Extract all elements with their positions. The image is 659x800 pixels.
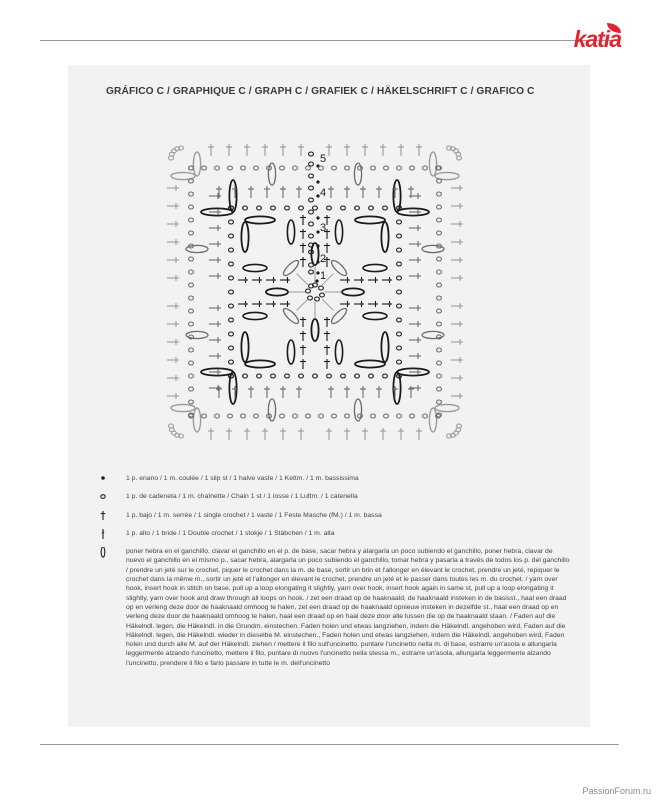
- single-crochet: [376, 386, 382, 398]
- chain-stitch: [341, 206, 346, 210]
- chain-stitch: [189, 218, 194, 222]
- single-crochet: [264, 186, 270, 198]
- chain-stitch: [254, 414, 259, 418]
- chain-stitch: [229, 304, 234, 308]
- single-crochet: [209, 321, 221, 327]
- single-crochet: [324, 331, 330, 341]
- elongated-loop: [335, 220, 342, 244]
- single-crochet: [376, 186, 382, 198]
- watermark: PassionForum.ru: [582, 786, 651, 796]
- elongated-loop: [245, 216, 275, 223]
- chain-stitch: [309, 222, 314, 226]
- single-crochet: [368, 301, 378, 307]
- single-crochet-icon: [100, 511, 114, 525]
- chain-stitch: [309, 270, 314, 274]
- elongated-loop-icon: [100, 547, 114, 561]
- single-crochet: [409, 273, 421, 279]
- single-crochet: [167, 357, 179, 363]
- single-crochet: [398, 144, 404, 156]
- chain-stitch: [293, 414, 298, 418]
- chain-stitch: [423, 166, 428, 170]
- single-crochet: [451, 393, 463, 399]
- elongated-loop: [335, 340, 342, 364]
- chain-stitch: [397, 166, 402, 170]
- single-crochet: [328, 186, 334, 198]
- single-crochet: [451, 357, 463, 363]
- brand-logo: [537, 23, 621, 53]
- chain-stitch: [285, 374, 290, 378]
- legend-text: 1 p. bajo / 1 m. serrée / 1 single crochet / 1 vaste / 1 Feste Masche (fM.) / 1 m. bassa: [126, 511, 382, 519]
- chain-stitch: [397, 304, 402, 308]
- single-crochet: [340, 301, 350, 307]
- chain-stitch: [437, 387, 442, 391]
- chain-stitch: [306, 166, 311, 170]
- single-crochet: [354, 277, 364, 283]
- single-crochet: [296, 386, 302, 398]
- legend-item-single-crochet: [100, 511, 570, 520]
- single-crochet: [262, 144, 268, 156]
- chain-stitch: [189, 205, 194, 209]
- chain-stitch: [437, 361, 442, 365]
- single-crochet: [226, 428, 232, 440]
- elongated-loop: [355, 360, 385, 367]
- single-crochet: [409, 209, 421, 215]
- legend-item-chain: [100, 492, 570, 501]
- chain-stitch: [437, 400, 442, 404]
- single-crochet: [280, 186, 286, 198]
- chain-stitch: [397, 360, 402, 364]
- single-crochet: [416, 144, 422, 156]
- chain-stitch: [189, 322, 194, 326]
- chain-stitch: [320, 293, 325, 297]
- single-crochet: [300, 359, 306, 369]
- single-crochet: [167, 257, 179, 263]
- elongated-loop: [245, 360, 275, 367]
- single-crochet: [208, 144, 214, 156]
- legend-text: poner hebra en el ganchillo, clavar el ganchillo en el p. de base, sacar hebra y alargarla un poco subiendo el ganchillo, poner hebra, clavar de nuevo el ganchillo en el mismo p., sacar hebra, alargarla un poco subiendo el ganchillo, tomar hebra y pasarla a través de todos los p. del ganchillo / prendre un jeté sur le crochet, piquer le crochet dans la m. de base, sortir un brin et l'allonger en élevant le crochet, prendre un jeté, repiquer le crochet dans la même m., sortir un jeté et l'allonger en élevant le crochet, prendre un jeté et le passer dans toutes les m. du crochet. / yarn over hook, insert hook in stitch on base, pull up a loop elongating it slightly, yarn over hook, insert hook again in same st, pull up a loop elongating it slightly, yarn over hook and draw through all loops on hook. / zet een draad op de haaknaald, de haaknaald insteken in de basisst., haal een draad op en verleng deze door de haaknaald omhoog te halen, zet een draad op de haaknaald opnieuw insteken in dezelfde st., haal een draad op en verleng deze door de haaknaald omhoog te halen, haal een draad op en haal deze door alle lussen die op de haaknaald staan. / Faden auf die Häkelndl. legen, die Häkelndl. in die Grundm. einstechen. Faden holen und etwas langziehen, indem die Häkelndl. angehoben wird, Faden auf die Häkelndl. legen, die Häkelndl. wieder in dieselbe M. einstechen., Faden holen und etwas langziehen, indem die Häkelndl. angehoben wird, Faden holen und durch alle M. auf der Häkelndl. ziehen / mettere il filo sull'uncinetto, puntare l'uncinetto nella m. di base, estrarre un'asola e allungarla leggermente alzando l'uncinetto, mettere il filo, puntare di nuovo l'uncinetto nella stessa m., estrarre un'asola, allungarla leggermente alzando l'uncinetto, prendere il filo e farlo passare in tutte le m. dell'uncinetto: [126, 548, 570, 667]
- chain-stitch: [319, 286, 324, 290]
- single-crochet: [280, 386, 286, 398]
- single-crochet: [280, 277, 290, 283]
- single-crochet: [167, 321, 179, 327]
- chain-stitch: [241, 166, 246, 170]
- single-crochet: [252, 277, 262, 283]
- chain-stitch: [293, 166, 298, 170]
- elongated-loop: [355, 216, 385, 223]
- single-crochet: [300, 243, 306, 253]
- chain-stitch: [437, 309, 442, 313]
- elongated-loop: [429, 152, 436, 176]
- chain-stitch: [319, 166, 324, 170]
- single-crochet: [380, 428, 386, 440]
- chain-stitch: [229, 248, 234, 252]
- single-crochet: [409, 257, 421, 263]
- single-crochet: [451, 275, 463, 281]
- single-crochet: [266, 277, 276, 283]
- single-crochet: [354, 301, 364, 307]
- chain-stitch: [313, 206, 318, 210]
- single-crochet: [167, 339, 179, 345]
- chain-stitch: [437, 218, 442, 222]
- single-crochet: [409, 305, 421, 311]
- chain-stitch: [332, 166, 337, 170]
- single-crochet: [244, 144, 250, 156]
- single-crochet: [298, 428, 304, 440]
- single-crochet: [298, 144, 304, 156]
- chain-stitch: [202, 166, 207, 170]
- page-title: GRÁFICO C / GRAPHIQUE C / GRAPH C / GRAFIEK C / HÄKELSCHRIFT C / GRAFICO C: [106, 86, 535, 97]
- elongated-loop: [311, 319, 318, 341]
- legend-item-slip-stitch: [100, 474, 570, 483]
- elongated-loop: [193, 408, 200, 432]
- chain-stitch: [437, 348, 442, 352]
- elongated-loop: [241, 332, 248, 362]
- chain-stitch: [397, 234, 402, 238]
- single-crochet: [344, 428, 350, 440]
- chain-stitch: [306, 414, 311, 418]
- chain-stitch: [397, 248, 402, 252]
- single-crochet: [300, 317, 306, 327]
- chain-stitch: [371, 414, 376, 418]
- single-crochet: [209, 305, 221, 311]
- single-crochet: [167, 375, 179, 381]
- single-crochet: [451, 203, 463, 209]
- chain-stitch: [313, 374, 318, 378]
- single-crochet: [416, 428, 422, 440]
- legend-text: 1 p. de cadeneta / 1 m. chaînette / Chain 1 st / 1 losse / 1 Luftm. / 1 catenella: [126, 493, 358, 501]
- slip-stitch: [316, 180, 319, 183]
- chain-stitch: [189, 192, 194, 196]
- chain-stitch: [280, 166, 285, 170]
- single-crochet: [300, 229, 306, 239]
- single-crochet: [451, 339, 463, 345]
- single-crochet: [324, 345, 330, 355]
- chain-stitch: [189, 257, 194, 261]
- single-crochet: [409, 225, 421, 231]
- elongated-loop: [422, 245, 444, 252]
- chain-stitch: [309, 234, 314, 238]
- elongated-loop: [363, 264, 387, 271]
- chain-stitch: [306, 289, 311, 293]
- elongated-loop: [381, 332, 388, 362]
- single-crochet: [451, 257, 463, 263]
- single-crochet: [248, 386, 254, 398]
- chain-stitch: [345, 166, 350, 170]
- chain-stitch: [397, 332, 402, 336]
- chain-stitch: [309, 198, 314, 202]
- chain-stitch: [229, 290, 234, 294]
- single-crochet: [324, 317, 330, 327]
- single-crochet: [382, 277, 392, 283]
- single-crochet: [238, 277, 248, 283]
- single-crochet: [326, 144, 332, 156]
- chain-stitch: [202, 414, 207, 418]
- slip-stitch: [315, 279, 318, 282]
- connector-line: [322, 299, 333, 310]
- chain-stitch: [345, 414, 350, 418]
- single-crochet: [209, 369, 221, 375]
- single-crochet: [409, 369, 421, 375]
- chain-stitch: [189, 179, 194, 183]
- round-label-5: 5: [320, 153, 327, 165]
- chain-stitch: [309, 162, 314, 166]
- single-crochet: [451, 321, 463, 327]
- single-crochet: [344, 186, 350, 198]
- single-crochet: [167, 221, 179, 227]
- chain-stitch: [189, 374, 194, 378]
- round-label-3: 3: [320, 222, 327, 234]
- chain-stitch: [285, 206, 290, 210]
- chain-stitch: [383, 374, 388, 378]
- chain-oval-icon: [100, 492, 114, 506]
- single-crochet: [344, 386, 350, 398]
- single-crochet: [368, 277, 378, 283]
- single-crochet: [264, 386, 270, 398]
- single-crochet: [209, 257, 221, 263]
- chain-stitch: [309, 152, 314, 156]
- connector-line: [297, 274, 308, 285]
- chain-stitch: [410, 414, 415, 418]
- single-crochet: [238, 301, 248, 307]
- single-crochet: [451, 239, 463, 245]
- round-label-4: 4: [320, 187, 327, 199]
- chain-stitch: [229, 276, 234, 280]
- chain-stitch: [315, 297, 320, 301]
- single-crochet: [324, 359, 330, 369]
- legend-item-double-crochet: [100, 529, 570, 538]
- chain-stitch: [397, 276, 402, 280]
- legend: [100, 474, 570, 668]
- chain-stitch: [228, 414, 233, 418]
- single-crochet: [167, 275, 179, 281]
- chain-stitch: [254, 166, 259, 170]
- single-crochet: [360, 186, 366, 198]
- top-rule: [40, 40, 619, 41]
- brand-wordmark: katia: [573, 26, 621, 52]
- single-crochet: [324, 243, 330, 253]
- chain-stitch: [229, 234, 234, 238]
- single-crochet: [208, 428, 214, 440]
- chain-stitch: [369, 374, 374, 378]
- chain-stitch: [228, 166, 233, 170]
- chain-stitch: [215, 166, 220, 170]
- dot-icon: [100, 474, 114, 488]
- chain-stitch: [437, 179, 442, 183]
- chain-stitch: [189, 283, 194, 287]
- chain-stitch: [397, 262, 402, 266]
- chain-stitch: [309, 186, 314, 190]
- chain-stitch: [437, 231, 442, 235]
- single-crochet: [167, 393, 179, 399]
- chain-stitch: [423, 414, 428, 418]
- elongated-loop: [287, 340, 294, 364]
- slip-stitch: [316, 216, 319, 219]
- chain-stitch: [229, 318, 234, 322]
- chain-stitch: [384, 414, 389, 418]
- chain-stitch: [299, 374, 304, 378]
- single-crochet: [244, 428, 250, 440]
- chain-stitch: [189, 400, 194, 404]
- single-crochet: [398, 428, 404, 440]
- single-crochet: [252, 301, 262, 307]
- elongated-loop: [435, 404, 459, 411]
- chain-stitch: [189, 231, 194, 235]
- single-crochet: [167, 203, 179, 209]
- single-crochet: [300, 345, 306, 355]
- chain-stitch: [369, 206, 374, 210]
- chain-stitch: [215, 414, 220, 418]
- chain-stitch: [437, 283, 442, 287]
- elongated-loop: [193, 152, 200, 176]
- chain-stitch: [257, 374, 262, 378]
- chain-stitch: [332, 414, 337, 418]
- single-crochet: [362, 428, 368, 440]
- chain-stitch: [299, 206, 304, 210]
- chain-stitch: [189, 309, 194, 313]
- single-crochet: [280, 301, 290, 307]
- single-crochet: [209, 209, 221, 215]
- chain-stitch: [189, 361, 194, 365]
- single-crochet: [328, 386, 334, 398]
- single-crochet: [266, 301, 276, 307]
- chain-stitch: [397, 346, 402, 350]
- single-crochet: [209, 337, 221, 343]
- chain-stitch: [229, 360, 234, 364]
- chain-stitch: [341, 374, 346, 378]
- single-crochet: [280, 428, 286, 440]
- elongated-loop: [243, 312, 267, 319]
- legend-text: 1 p. alto / 1 bride / 1 Double crochet / 1 stokje / 1 Stäbchen / 1 m. alta: [126, 529, 335, 537]
- chain-stitch: [437, 257, 442, 261]
- chain-stitch: [309, 210, 314, 214]
- chart-symbols: [167, 144, 463, 440]
- elongated-loop: [287, 220, 294, 244]
- chain-stitch: [189, 166, 194, 170]
- chain-stitch: [189, 387, 194, 391]
- chain-stitch: [271, 206, 276, 210]
- single-crochet: [340, 277, 350, 283]
- single-crochet: [209, 241, 221, 247]
- single-crochet: [360, 386, 366, 398]
- chain-stitch: [229, 346, 234, 350]
- single-crochet: [382, 301, 392, 307]
- single-crochet: [209, 273, 221, 279]
- single-crochet: [362, 144, 368, 156]
- single-crochet: [451, 303, 463, 309]
- single-crochet: [209, 225, 221, 231]
- elongated-loop: [243, 264, 267, 271]
- chain-stitch: [319, 414, 324, 418]
- single-crochet: [409, 353, 421, 359]
- chain-stitch: [437, 205, 442, 209]
- single-crochet: [300, 257, 306, 267]
- chain-stitch: [397, 220, 402, 224]
- single-crochet: [326, 428, 332, 440]
- chain-stitch: [355, 374, 360, 378]
- single-crochet: [451, 375, 463, 381]
- chain-stitch: [437, 374, 442, 378]
- chain-stitch: [243, 374, 248, 378]
- elongated-loop: [342, 288, 364, 295]
- single-crochet: [344, 144, 350, 156]
- single-crochet: [409, 337, 421, 343]
- chain-stitch: [384, 166, 389, 170]
- bottom-rule: [40, 744, 619, 745]
- chain-stitch: [327, 206, 332, 210]
- chain-stitch: [437, 270, 442, 274]
- chain-stitch: [437, 322, 442, 326]
- single-crochet: [451, 221, 463, 227]
- connector-line: [297, 299, 308, 310]
- round-label-1: 1: [320, 270, 327, 282]
- chain-stitch: [355, 206, 360, 210]
- crochet-chart: [160, 140, 470, 450]
- elongated-loop: [186, 245, 208, 252]
- chain-stitch: [397, 414, 402, 418]
- chain-stitch: [308, 296, 313, 300]
- legend-text: 1 p. enano / 1 m. coulée / 1 slip st / 1 halve vaste / 1 Kettm. / 1 m. bassissima: [126, 475, 359, 482]
- single-crochet: [262, 428, 268, 440]
- single-crochet: [300, 331, 306, 341]
- elongated-loop: [363, 312, 387, 319]
- single-crochet: [296, 186, 302, 198]
- single-crochet: [380, 144, 386, 156]
- chain-stitch: [229, 220, 234, 224]
- elongated-loop: [266, 288, 288, 295]
- chain-stitch: [189, 270, 194, 274]
- chain-stitch: [437, 296, 442, 300]
- single-crochet: [409, 321, 421, 327]
- single-crochet: [300, 215, 306, 225]
- chain-stitch: [309, 174, 314, 178]
- elongated-loop: [429, 408, 436, 432]
- single-crochet: [409, 241, 421, 247]
- legend-item-elongated-loop: [100, 547, 570, 668]
- chain-stitch: [397, 318, 402, 322]
- single-crochet: [167, 185, 179, 191]
- elongated-loop: [381, 222, 388, 252]
- chain-stitch: [241, 414, 246, 418]
- chain-stitch: [229, 262, 234, 266]
- elongated-loop: [171, 404, 195, 411]
- single-crochet: [167, 239, 179, 245]
- chain-stitch: [257, 206, 262, 210]
- chain-stitch: [371, 166, 376, 170]
- single-crochet: [167, 303, 179, 309]
- chain-stitch: [327, 374, 332, 378]
- double-crochet-icon: [100, 529, 114, 543]
- single-crochet: [248, 186, 254, 198]
- single-crochet: [451, 185, 463, 191]
- chain-stitch: [229, 332, 234, 336]
- elongated-loop: [241, 222, 248, 252]
- chain-stitch: [243, 206, 248, 210]
- single-crochet: [226, 144, 232, 156]
- single-crochet: [280, 144, 286, 156]
- chain-stitch: [397, 290, 402, 294]
- chain-stitch: [189, 296, 194, 300]
- chain-stitch: [383, 206, 388, 210]
- chain-stitch: [410, 166, 415, 170]
- chain-stitch: [271, 374, 276, 378]
- chain-stitch: [437, 192, 442, 196]
- single-crochet: [209, 353, 221, 359]
- round-label-2: 2: [320, 253, 327, 265]
- chain-stitch: [280, 414, 285, 418]
- chain-stitch: [189, 348, 194, 352]
